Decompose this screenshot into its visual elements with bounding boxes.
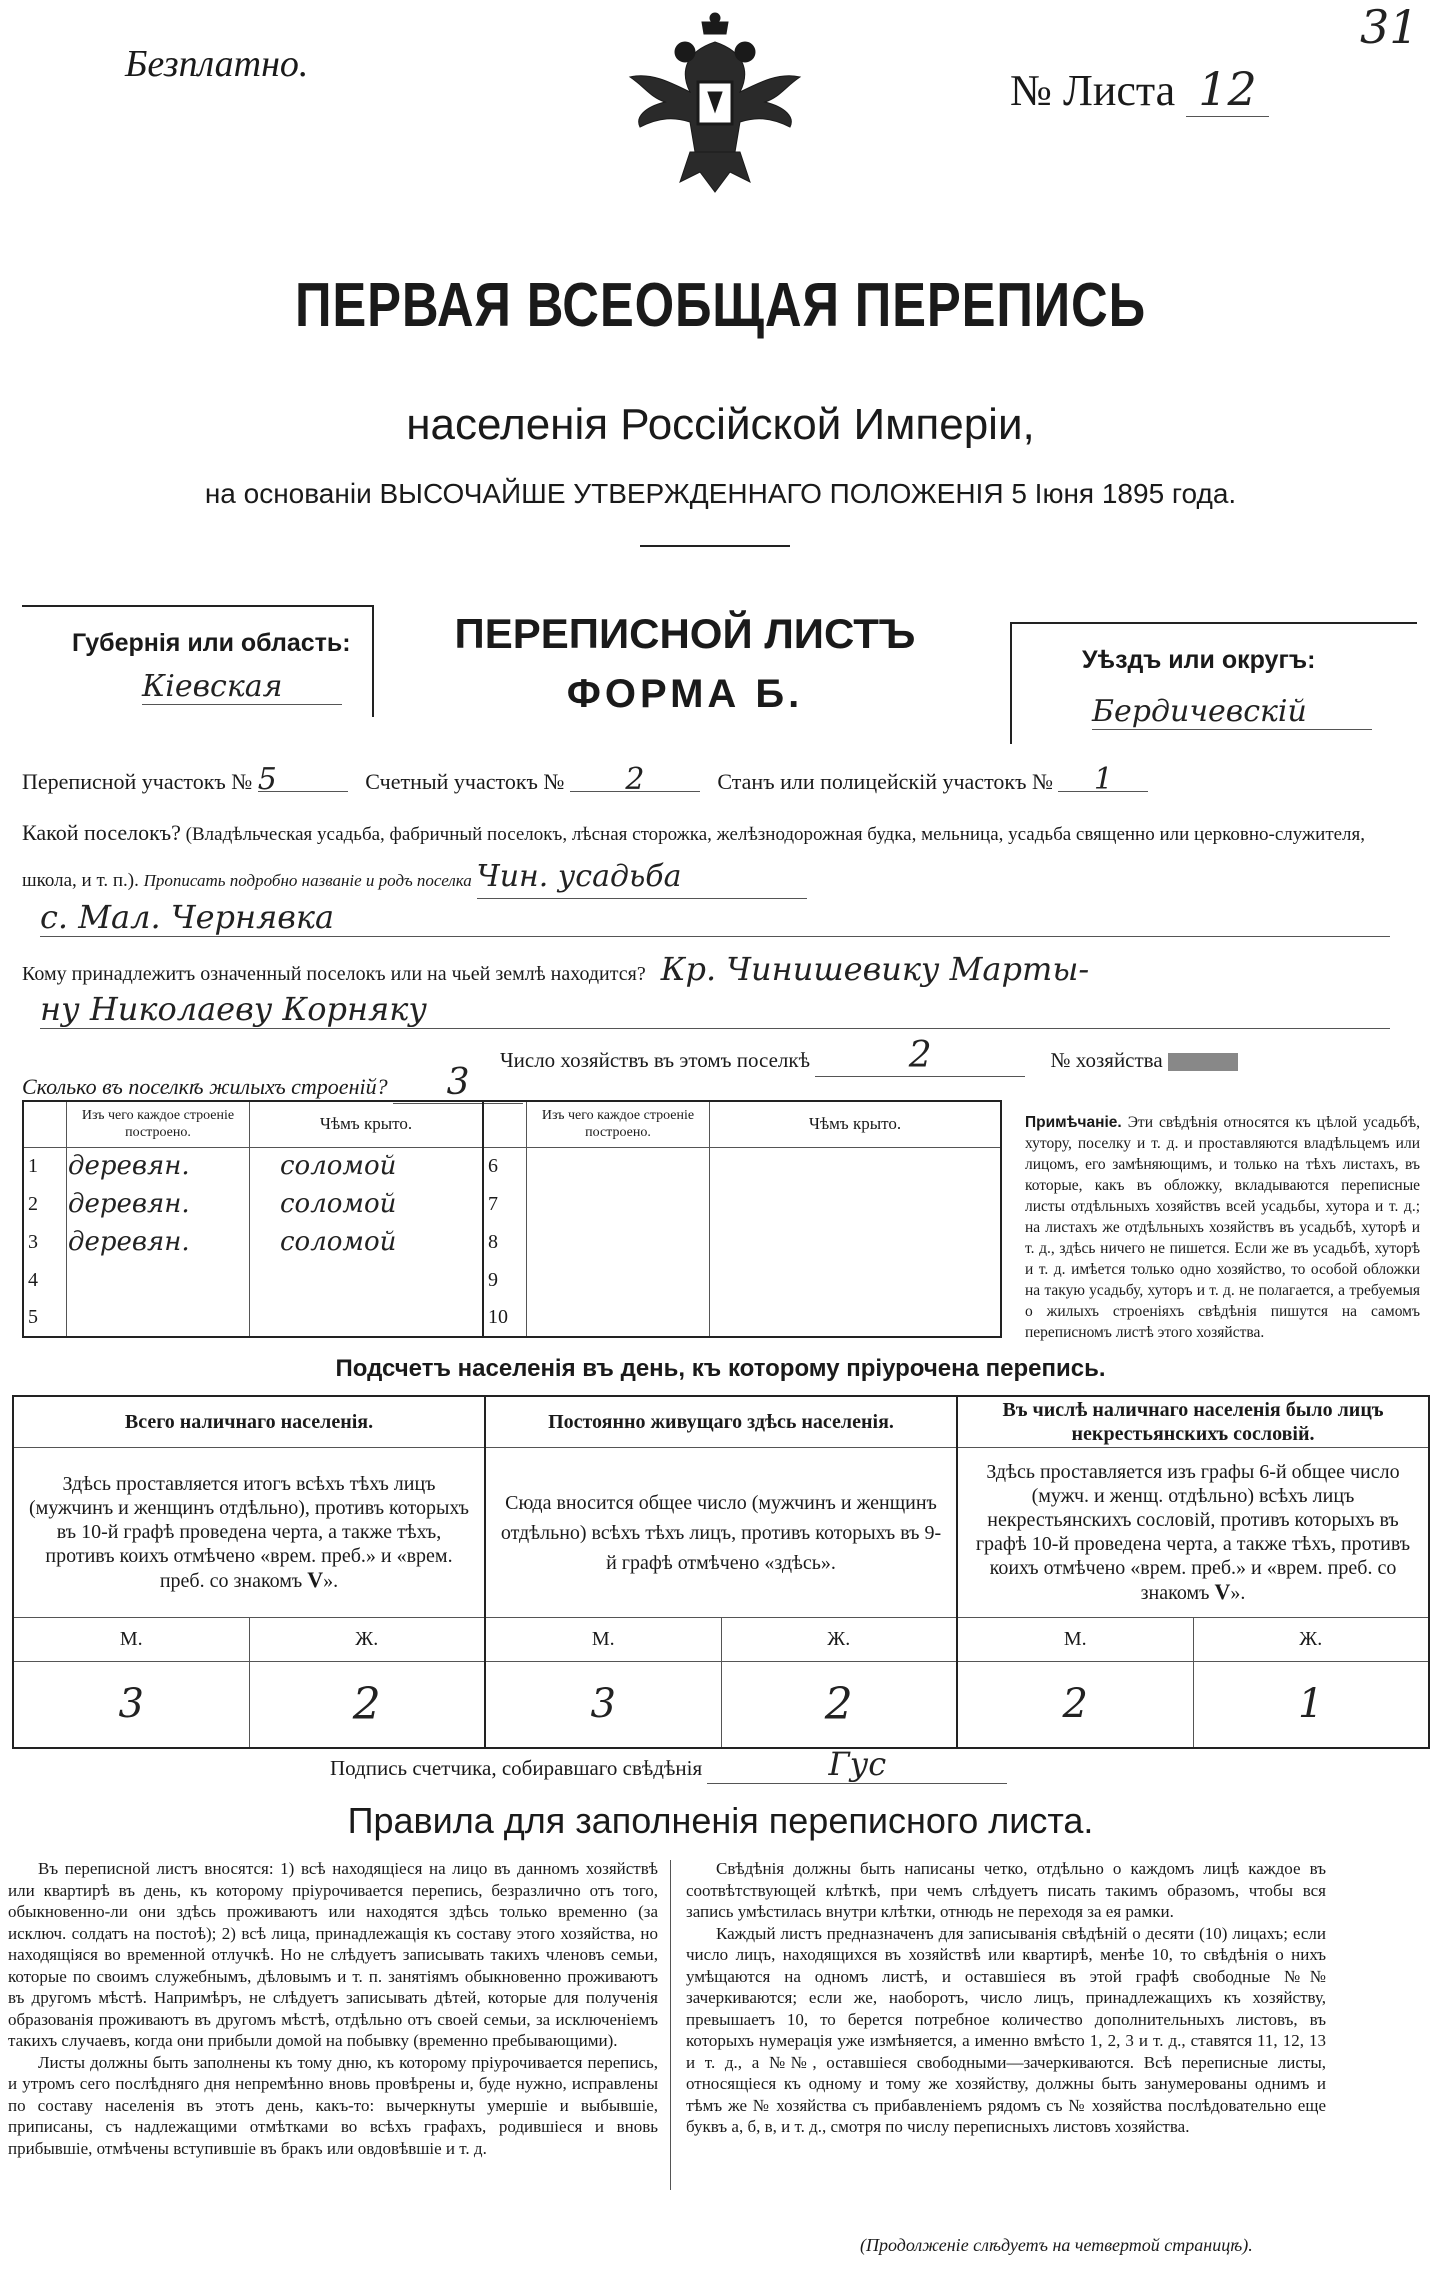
rules-right-column — [686, 1858, 1326, 2138]
signature-label: Подпись счетчика, собиравшаго свѣдѣнія — [330, 1756, 703, 1780]
material-cell — [527, 1261, 710, 1299]
row-number: 9 — [483, 1261, 527, 1299]
households-label: Число хозяйствъ въ этомъ поселкѣ — [500, 1048, 810, 1072]
roof-cell: соломой — [250, 1185, 484, 1223]
roof-cell — [710, 1261, 1002, 1299]
table-row — [23, 1147, 1001, 1185]
col2-title: Постоянно живущаго здѣсь населенія. — [485, 1396, 957, 1448]
row-number: 8 — [483, 1223, 527, 1261]
m-label: М. — [957, 1618, 1193, 1662]
population-heading: Подсчетъ населенія въ день, къ которому пріурочена перепись. — [335, 1355, 1106, 1382]
count-district-value: 2 — [570, 768, 700, 792]
permanent-women-value: 2 — [721, 1662, 957, 1748]
population-table — [12, 1395, 1430, 1749]
household-no-value — [1168, 1053, 1238, 1071]
district-row — [22, 762, 1148, 797]
roof-cell — [710, 1185, 1002, 1223]
table-row — [23, 1299, 1001, 1337]
rules-right-p2: Каждый листъ предназначенъ для записыванія свѣдѣній о десяти (10) лицахъ; если число лицъ, находящихся въ хозяйствѣ или квартирѣ, менѣе 10, то свѣдѣнія о нихъ умѣщаются на одномъ листѣ, и оставшіеся въ этой графѣ свободные №№ зачеркиваются; если же, наоборотъ, число лицъ, принадлежащихъ къ хозяйству, превышаетъ 10, то берется потребное количество дополнительныхъ листовъ, въ которыхъ нумерація уже измѣняется, а именно вмѣсто 1, 2, 3 и т. д., ставятся 11, 12, 13 и т. д., а №№, оставшіеся свободными—зачеркиваются. Всѣ переписные листы, относящіеся къ одному и тому же хозяйству, должны быть занумерованы однимъ и тѣмъ же № хозяйства съ прибавленіемъ рядомъ съ № хозяйства послѣдовательно еще буквъ а, б, в, и т. д., смотря по числу переписныхъ листовъ хозяйства. — [686, 1923, 1326, 2136]
nonpeasant-men-value: 2 — [957, 1662, 1193, 1748]
col-n-right — [483, 1101, 527, 1147]
signature-row — [330, 1745, 1007, 1784]
stan-label: Станъ или полицейскій участокъ № — [717, 769, 1053, 794]
col3-text-cell — [957, 1448, 1429, 1618]
rules-left-p2: Листы должны быть заполнены къ тому дню, къ которому пріурочивается перепись, и утромъ сего послѣдняго дня непремѣнно вновь провѣрены и, буде нужно, исправлены по составу населенія въ этотъ день, какъ-то: вычеркнуты умершіе и выбывшіе, приписаны, съ надлежащими отмѣтками во всѣхъ графахъ, родившіеся и вновь прибывшіе, отмѣчены вступившіе въ бракъ или овдовѣвшіе и т. д. — [8, 2052, 658, 2158]
column-divider — [670, 1860, 671, 2190]
material-cell — [527, 1299, 710, 1337]
buildings-table — [22, 1100, 1002, 1338]
signature-value: Гус — [707, 1745, 1007, 1784]
roof-cell — [250, 1299, 484, 1337]
col1-text: Здѣсь проставляется итогъ всѣхъ тѣхъ лицъ (мужчинъ и женщинъ отдѣльно), противъ которыхъ въ 10-й графѣ проведена черта, а также тѣхъ, противъ коихъ отмѣчено «врем. преб.» и «врем. преб. со знакомъ — [29, 1473, 469, 1592]
material-cell: деревян. — [67, 1223, 250, 1261]
v-suffix: ». — [323, 1570, 339, 1592]
f-label: Ж. — [249, 1618, 485, 1662]
page-title: ПЕРВАЯ ВСЕОБЩАЯ ПЕРЕПИСЬ — [295, 271, 1146, 340]
col-roof-left: Чѣмъ крыто. — [250, 1101, 484, 1147]
corner-mark: 31 — [1360, 0, 1419, 54]
col3-title: Въ числѣ наличнаго населенія было лицъ некрестьянскихъ сословій. — [957, 1396, 1429, 1448]
material-cell — [67, 1261, 250, 1299]
material-cell: деревян. — [67, 1147, 250, 1185]
gubernia-label: Губернія или область: — [72, 629, 351, 657]
buildings-row — [22, 1062, 523, 1104]
rules-left-column — [8, 1858, 658, 2159]
material-cell — [67, 1299, 250, 1337]
col-material-right: Изъ чего каждое строеніе построено. — [527, 1101, 710, 1147]
owner-value-2: ну Николаеву Корняку — [40, 990, 1390, 1029]
col-n-left — [23, 1101, 67, 1147]
row-number: 6 — [483, 1147, 527, 1185]
census-district-label: Переписной участокъ № — [22, 769, 253, 794]
buildings-value: 3 — [393, 1062, 523, 1104]
gubernia-box — [22, 605, 374, 717]
row-number: 2 — [23, 1185, 67, 1223]
roof-cell — [250, 1261, 484, 1299]
col1-text-cell — [13, 1448, 485, 1618]
roof-cell: соломой — [250, 1223, 484, 1261]
basis-line: на основаніи ВЫСОЧАЙШЕ УТВЕРЖДЕННАГО ПОЛОЖЕНІЯ 5 Іюня 1895 года. — [204, 478, 1237, 509]
roof-cell — [710, 1223, 1002, 1261]
total-women-value: 2 — [249, 1662, 485, 1748]
count-district-label: Счетный участокъ № — [365, 769, 565, 794]
v-mark: V — [1214, 1579, 1231, 1604]
nonpeasant-women-value: 1 — [1298, 1681, 1324, 1728]
table-row — [23, 1261, 1001, 1299]
row-number: 1 — [23, 1147, 67, 1185]
roof-cell — [710, 1299, 1002, 1337]
sheet-number — [1010, 62, 1269, 116]
roof-cell: соломой — [250, 1147, 484, 1185]
material-cell — [527, 1147, 710, 1185]
col1-title: Всего наличнаго населенія. — [13, 1396, 485, 1448]
uezd-label: Уѣздъ или округъ: — [1082, 646, 1316, 674]
material-cell — [527, 1185, 710, 1223]
divider — [640, 545, 790, 547]
uezd-value: Бердичевскій — [1092, 694, 1372, 730]
settlement-hint: (Владѣльческая усадьба, фабричный поселокъ, лѣсная сторожка, желѣзнодорожная будка, мельница, усадьба священно или церковно-служителя, школа, и т. п.). — [22, 824, 1366, 891]
buildings-label: Сколько въ поселкѣ жилыхъ строеній? — [22, 1074, 388, 1099]
m-label: М. — [485, 1618, 721, 1662]
col-material-left: Изъ чего каждое строеніе построено. — [67, 1101, 250, 1147]
rules-title: Правила для заполненія переписного листа. — [347, 1800, 1094, 1841]
f-label: Ж. — [721, 1618, 957, 1662]
m-label: М. — [13, 1618, 249, 1662]
settlement-hint-italic: Прописать подробно названіе и родъ поселка — [143, 871, 472, 890]
settlement-row — [22, 812, 1422, 902]
material-cell — [527, 1223, 710, 1261]
uezd-box — [1010, 622, 1417, 744]
note — [1025, 1112, 1420, 1343]
settlement-value-1: Чин. усадьба — [477, 856, 807, 899]
col-roof-right: Чѣмъ крыто. — [710, 1101, 1002, 1147]
table-row — [23, 1185, 1001, 1223]
census-district-value: 5 — [258, 768, 348, 792]
household-no-label: № хозяйства — [1050, 1048, 1163, 1072]
settlement-value-2: с. Мал. Чернявка — [40, 898, 1390, 937]
households-row — [500, 1035, 1238, 1077]
row-number: 7 — [483, 1185, 527, 1223]
v-mark: V — [307, 1567, 324, 1592]
col3-text: Здѣсь проставляется изъ графы 6-й общее число (мужч. и женщ. отдѣльно) всѣхъ лицъ некрестьянскихъ сословій, противъ которыхъ въ графѣ 10-й проведена черта, а также тѣхъ, противъ коихъ отмѣчено «врем. преб.» и «врем. преб. со знакомъ — [975, 1461, 1411, 1604]
row-number: 3 — [23, 1223, 67, 1261]
material-cell: деревян. — [67, 1185, 250, 1223]
sheet-number-label: № Листа — [1010, 66, 1176, 115]
rules-right-p1: Свѣдѣнія должны быть написаны четко, отдѣльно о каждомъ лицѣ каждое въ соотвѣтствующей клѣткѣ, при чемъ слѣдуетъ писать такимъ образомъ, чтобы вся запись умѣстилась внутри клѣтки, отнюдь не переходя за ея рамки. — [686, 1859, 1326, 1921]
rules-left-p1: Въ переписной листъ вносятся: 1) всѣ находящіеся на лицо въ данномъ хозяйствѣ или квартирѣ въ день, къ которому пріурочивается перепись, безразлично отъ того, обыкновенно-ли они здѣсь проживаютъ или находятся здѣсь только временно (за исключ. солдатъ на постоѣ); 2) всѣ лица, принадлежащія къ составу этого хозяйства, но находящіяся во временной отлучкѣ. Но не слѣдуетъ записывать такихъ членовъ семьи, которые по своимъ служебнымъ, дѣловымъ и т. п. занятіямъ обыкновенно проживаютъ въ другомъ мѣстѣ. Напримѣръ, не слѣдуетъ записывать дѣтей, которые для полученія образованія проживаютъ въ другомъ мѣстѣ, отдѣльно отъ своей семьи, за исключеніемъ такихъ случаевъ, когда они прибыли домой на побывку (временно пребывающими). — [8, 1859, 658, 2050]
row-number: 5 — [23, 1299, 67, 1337]
owner-value-1: Кр. Чинишевику Марты- — [660, 950, 1090, 988]
owner-label: Кому принадлежитъ означенный поселокъ или на чьей землѣ находится? — [22, 963, 646, 985]
table-row — [23, 1223, 1001, 1261]
v-suffix: ». — [1230, 1582, 1246, 1604]
permanent-men-value: 3 — [485, 1662, 721, 1748]
roof-cell — [710, 1147, 1002, 1185]
row-number: 10 — [483, 1299, 527, 1337]
row-number: 4 — [23, 1261, 67, 1299]
total-men-value: 3 — [13, 1662, 249, 1748]
col2-text: Сюда вносится общее число (мужчинъ и женщинъ отдѣльно) всѣхъ тѣхъ лицъ, противъ которыхъ въ 9-й графѣ отмѣчено «здѣсь». — [485, 1448, 957, 1618]
page-subtitle: населенія Россійской Имперіи, — [406, 400, 1035, 449]
note-title: Примѣчаніе. — [1025, 1114, 1122, 1131]
sheet-number-value: 12 — [1186, 62, 1269, 117]
rules-continued: (Продолженіе слѣдуетъ на четвертой страницѣ). — [860, 2235, 1253, 2255]
f-label: Ж. — [1193, 1618, 1429, 1662]
stan-value: 1 — [1058, 768, 1148, 792]
double-headed-eagle-icon — [590, 12, 840, 202]
settlement-label: Какой поселокъ? — [22, 820, 181, 845]
note-text: Эти свѣдѣнія относятся къ цѣлой усадьбѣ, хутору, поселку и т. д. и проставляются владѣльцемъ или лицомъ, его замѣняющимъ, и только на тѣхъ листахъ, въ которые, какъ въ обложку, вкладываются переписные листы отдѣльныхъ хозяйствъ всей усадьбы, хутора и т. д.; на листахъ же отдѣльныхъ хозяйствъ въ усадьбѣ, хуторѣ и т. д., здѣсь ничего не пишется. Если же въ усадьбѣ, хуторѣ и т. д. имѣется только одно хозяйство, то особой обложки на такую усадьбу, хуторъ и т. д. не полагается, а требуемыя о жилыхъ строеніяхъ свѣдѣнія пишутся на самомъ переписномъ листѣ этого хозяйства. — [1025, 1114, 1421, 1341]
owner-row — [22, 950, 1422, 988]
households-value: 2 — [815, 1035, 1025, 1077]
gubernia-value: Кіевская — [142, 669, 342, 705]
free-label: Безплатно. — [125, 43, 309, 85]
form-name: ПЕРЕПИСНОЙ ЛИСТЪ — [454, 610, 916, 657]
form-variant: ФОРМА Б. — [566, 672, 804, 716]
